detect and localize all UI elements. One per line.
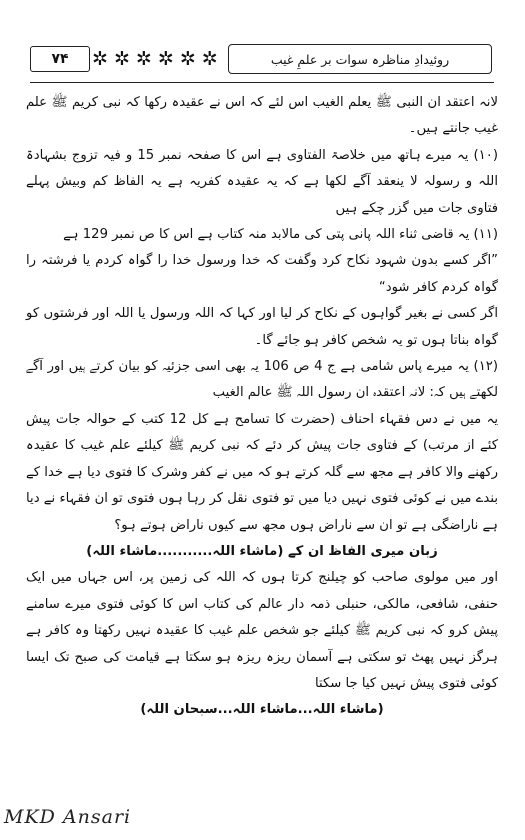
paragraph-2: (۱۰) یہ میرے ہاتھ میں خلاصۃ الفتاوی ہے اس کا صفحہ نمبر 15 و فیہ تزوج بشہادۃ اللہ و رسولہ لا ینعقد آگے لکھا ہے کہ یہ عقیدہ کفریہ ہے یہ الفاظ کم وبیش پہلے فتاوی جات میں گزر چکے ہیں [26, 147, 498, 216]
paragraph-4: (۱۲) یہ میرے پاس شامی ہے ج 4 ص 106 یہ بھی اسی جزئیہ کو بیان کرتے ہیں اور آگے لکھتے ہیں کہ: لانہ اعتقدہ ان رسول اللہ ﷺ عالم الغیب [26, 359, 499, 401]
exclamation-line-2: (ماشاء اللہ...ماشاء اللہ...سبحان اللہ) [140, 702, 384, 718]
paragraph-1: لانہ اعتقد ان النبی ﷺ یعلم الغیب اس لئے کہ اس نے عقیدہ رکھا کہ نبی کریم ﷺ علم غیب جانتے ہیں۔ [26, 95, 498, 137]
page-body [26, 90, 498, 724]
paragraph-3: (۱۱) یہ قاضی ثناء اللہ پانی پتی کی مالابد منہ کتاب ہے اس کا ص نمبر 129 ہے [63, 227, 498, 243]
paragraph-translation: اگر کسی نے بغیر گواہوں کے نکاح کر لیا اور کہا کہ اللہ ورسول یا اللہ اور فرشتوں کو گواہ بناتا ہوں تو یہ شخص کافر ہو جائے گا۔ [26, 306, 498, 348]
header-divider [30, 82, 494, 83]
header-ornaments: ✲ ✲ ✲ ✲ ✲ ✲ [92, 48, 218, 70]
running-title: روئیدادِ مناظرہ سوات بر علمِ غیب [228, 44, 492, 74]
handwritten-signature: MKD Ansari [4, 806, 132, 828]
paragraph-5: یہ میں نے دس فقہاء احناف (حضرت کا تسامح ہے کل 12 کتب کے حوالہ جات پیش کئے از مرتب) کے فتاوی جات پیش کر دئے کہ نبی کریم ﷺ کیلئے علم غیب کا عقیدہ رکھنے والا کافر ہے مجھ سے گلہ کرتے ہو کہ میں نے کفر وشرک کا فتوی دیا ہے خدا کے بندے میں نے کوئی فتوی نہیں دیا میں تو فتوی نقل کر رہا ہوں فتوی تو ان فقہاء نے دیا ہے ناراضگی ہے تو ان سے ناراض ہوں مجھ سے کیوں ناراض ہوتے ہو؟ [26, 411, 498, 533]
page-header [30, 42, 494, 78]
page-number: ۷۴ [30, 46, 90, 72]
paragraph-final: اور میں مولوی صاحب کو چیلنج کرتا ہوں کہ اللہ کی زمین پر، اس جہاں میں ایک حنفی، شافعی، مالکی، حنبلی ذمہ دار عالم کی کتاب اس کا کوئی فتوی میرے سامنے پیش کرو کہ نبی کریم ﷺ کیلئے جو شخص علم غیب کا عقیدہ نہیں رکھتا وہ کافر ہے ہرگز نہیں پھٹ تو سکتی ہے آسمان ریزہ ریزہ ہو سکتا ہے قیامت کی صبح تک ایسا کوئی فتوی پیش نہیں کیا جا سکتا [26, 570, 498, 691]
exclamation-line-1: زبان میری الفاظ ان کے (ماشاء اللہ...........ماشاء اللہ) [86, 543, 438, 559]
persian-quote: ”اگر کسے بدون شہود نکاح کرد وگفت کہ خدا ورسول خدا را گواہ کردم یا فرشتہ را گواہ کردم کافر شود“ [26, 253, 498, 295]
